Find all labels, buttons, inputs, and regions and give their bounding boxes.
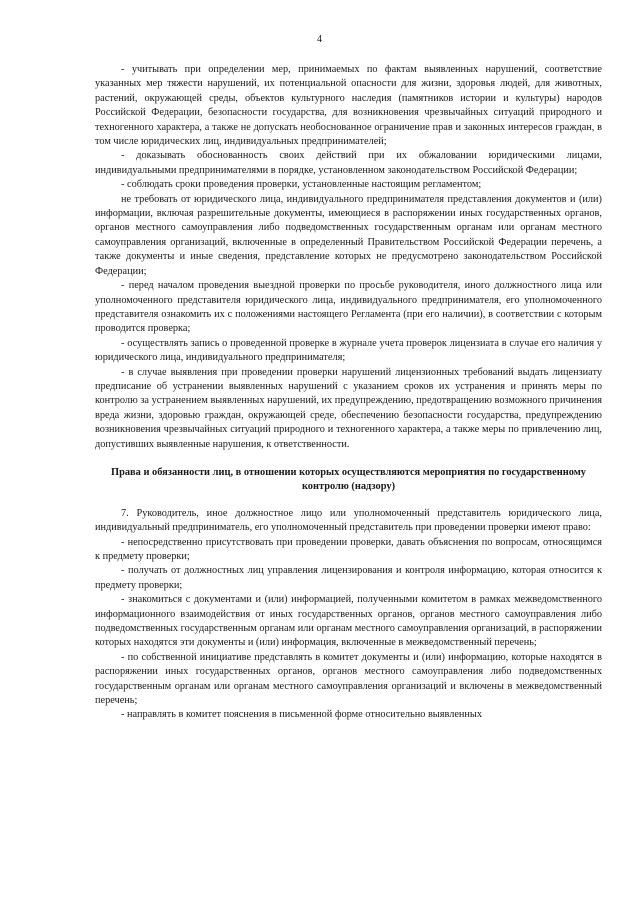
document-body <box>95 63 602 723</box>
paragraph: не требовать от юридического лица, индивидуального предпринимателя представления документов и (или) информации, включая разрешительные документы, имеющиеся в распоряжении иных государственных органов, органов местного самоуправления либо подведомственных государственным органам или органам местного самоуправления организаций, включенные в определенный Правительством Российской Федерации перечень, а также документы и иные сведения, представление которых не предусмотрено законодательством Российской Федерации; <box>95 193 602 277</box>
paragraph: - направлять в комитет пояснения в письменной форме относительно выявленных <box>121 709 482 721</box>
paragraph: - в случае выявления при проведении проверки нарушений лицензионных требований выдать лицензиату предписание об устранении выявленных нарушений с указанием сроков их устранения и принять меры по контролю за устранением выявленных нарушений, их предупреждению, предотвращению возможного причинения вреда жизни, здоровью граждан, окружающей среде, обеспечению безопасности государства, предупреждению возникновения чрезвычайных ситуаций природного и техногенного характера, а также меры по привлечению лиц, допустивших выявленные нарушения, к ответственности. <box>95 366 602 450</box>
paragraph: - знакомиться с документами и (или) информацией, полученными комитетом в рамках межведомственного информационного взаимодействия от иных государственных органов, органов местного самоуправления либо подведомственных государственным органам или органам местного самоуправления организаций, в распоряжении которых находятся эти документы и (или) информация, включенные в межведомственный перечень; <box>95 594 602 649</box>
section-heading: Права и обязанности лиц, в отношении которых осуществляются мероприятия по государственному контролю (надзору) <box>111 466 586 493</box>
paragraph: 7. Руководитель, иное должностное лицо или уполномоченный представитель юридического лица, индивидуальный предприниматель, его уполномоченный представитель при проведении проверки имеют право: <box>95 507 602 534</box>
paragraph: - доказывать обоснованность своих действий при их обжаловании юридическими лицами, индивидуальными предпринимателями в порядке, установленном законодательством Российской Федерации; <box>95 150 602 176</box>
paragraph: - перед началом проведения выездной проверки по просьбе руководителя, иного должностного лица или уполномоченного представителя юридического лица, индивидуального предпринимателя, его уполномоченного представителя ознакомить их с положениями настоящего Регламента (при его наличии), в соответствии с которым проводится проверка; <box>95 280 602 335</box>
page-number: 4 <box>317 34 322 45</box>
paragraph: - непосредственно присутствовать при проведении проверки, давать объяснения по вопросам, относящимся к предмету проверки; <box>95 536 602 562</box>
paragraph: - учитывать при определении мер, принимаемых по фактам выявленных нарушений, соответствие указанных мер тяжести нарушений, их потенциальной опасности для жизни, здоровья людей, для животных, растений, окружающей среды, объектов культурного наследия (памятников истории и культуры) народов Российской Федерации, безопасности государства, для возникновения чрезвычайных ситуаций природного и техногенного характера, а также не допускать необоснованное ограничение прав и законных интересов граждан, в том числе юридических лиц, индивидуальных предпринимателей; <box>95 64 602 148</box>
paragraph: - осуществлять запись о проведенной проверке в журнале учета проверок лицензиата в случае его наличия у юридического лица, индивидуального предпринимателя; <box>95 337 602 364</box>
paragraph: - получать от должностных лиц управления лицензирования и контроля информацию, которая относится к предмету проверки; <box>95 565 602 591</box>
paragraph: - соблюдать сроки проведения проверки, установленные настоящим регламентом; <box>121 179 482 191</box>
paragraph: - по собственной инициативе представлять в комитет документы и (или) информацию, которые находятся в распоряжении иных государственных органов, органов местного самоуправления либо подведомственных государственным органам или органам местного самоуправления организаций и включены в межведомственный перечень; <box>95 651 602 707</box>
